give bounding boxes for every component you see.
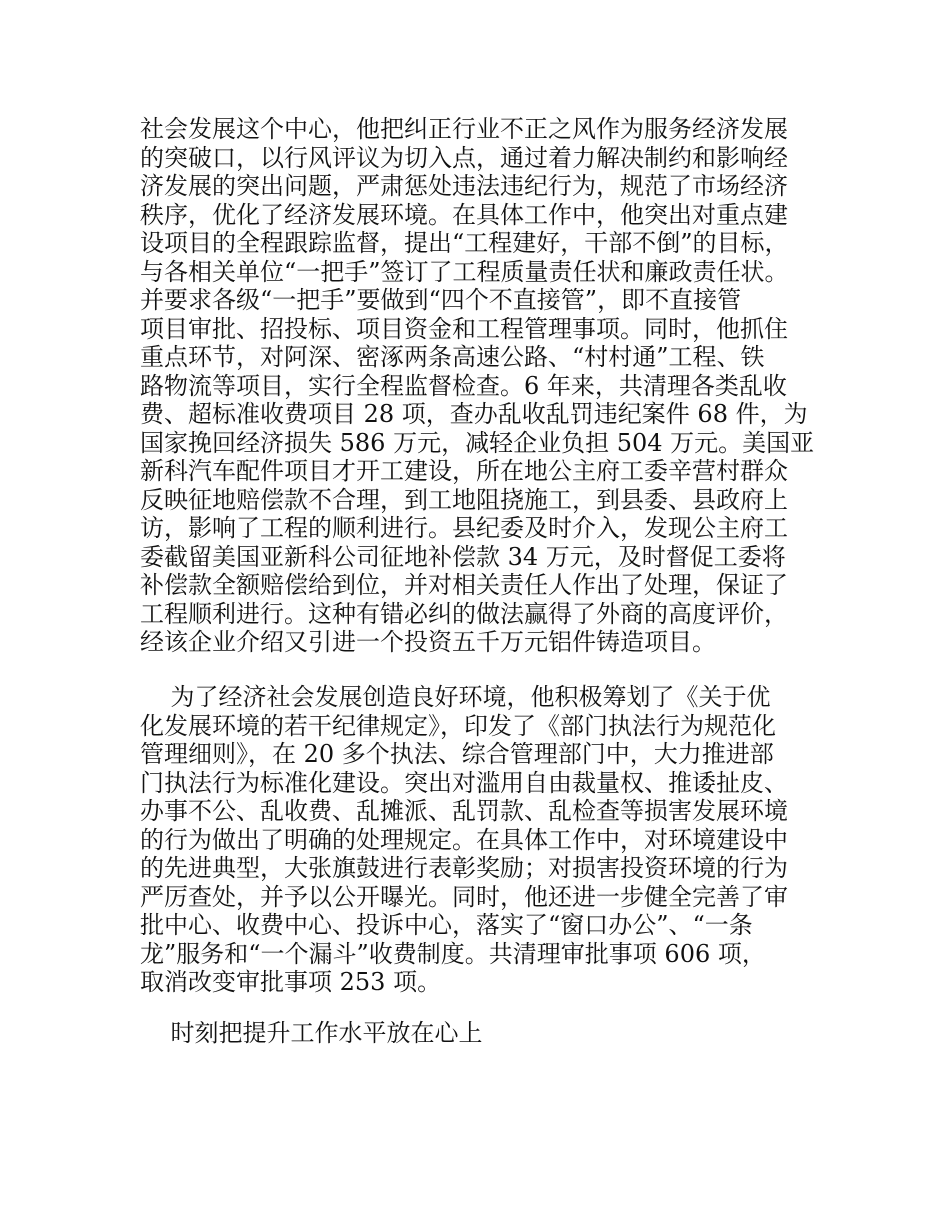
text-line: 项目审批、招投标、项目资金和工程管理事项。同时，他抓住 [140, 314, 788, 343]
text-line: 社会发展这个中心，他把纠正行业不正之风作为服务经济发展 [140, 115, 788, 143]
text-line: 龙”服务和“一个漏斗”收费制度。共清理审批事项 606 项， [140, 939, 766, 968]
text-line: 工程顺利进行。这种有错必纠的做法赢得了外商的高度评价， [140, 599, 788, 628]
text-line: 的突破口，以行风评议为切入点，通过着力解决制约和影响经 [140, 143, 788, 172]
text-line: 新科汽车配件项目才开工建设，所在地公主府工委辛营村群众 [140, 457, 788, 485]
text-line: 济发展的突出问题，严肃惩处违法违纪行为，规范了市场经济 [140, 172, 788, 200]
text-line: 为了经济社会发展创造良好环境，他积极筹划了《关于优 [140, 683, 771, 711]
text-line: 严厉查处，并予以公开曝光。同时，他还进一步健全完善了审 [140, 882, 788, 911]
text-line: 反映征地赔偿款不合理，到工地阻挠施工，到县委、县政府上 [140, 485, 788, 514]
text-line: 批中心、收费中心、投诉中心，落实了“窗口办公”、“一条 [140, 911, 753, 939]
text-line: 化发展环境的若干纪律规定》，印发了《部门执法行为规范化 [140, 711, 776, 740]
text-line: 办事不公、乱收费、乱摊派、乱罚款、乱检查等损害发展环境 [140, 797, 788, 825]
text-line: 的先进典型，大张旗鼓进行表彰奖励；对损害投资环境的行为 [140, 854, 788, 882]
text-line: 访，影响了工程的顺利进行。县纪委及时介入，发现公主府工 [140, 514, 788, 542]
text-line: 经该企业介绍又引进一个投资五千万元铝件铸造项目。 [140, 628, 716, 656]
section-heading [140, 1019, 830, 1048]
text-line: 的行为做出了明确的处理规定。在具体工作中，对环境建设中 [140, 825, 788, 854]
text-line: 设项目的全程跟踪监督，提出“工程建好，干部不倒”的目标， [140, 229, 789, 257]
text-line: 秩序，优化了经济发展环境。在具体工作中，他突出对重点建 [140, 200, 788, 229]
text-line: 时刻把提升工作水平放在心上 [140, 1019, 483, 1047]
paragraph-body-1 [140, 115, 830, 657]
text-line: 补偿款全额赔偿给到位，并对相关责任人作出了处理，保证了 [140, 571, 788, 599]
text-line: 费、超标准收费项目 28 项，查办乱收乱罚违纪案件 68 件，为 [140, 400, 808, 428]
text-line: 取消改变审批事项 253 项。 [140, 968, 442, 996]
text-line: 路物流等项目，实行全程监督检查。6 年来，共清理各类乱收 [140, 371, 787, 400]
text-line: 管理细则》，在 20 多个执法、综合管理部门中，大力推进部 [140, 740, 774, 768]
text-line: 门执法行为标准化建设。突出对滥用自由裁量权、推诿扯皮、 [140, 768, 788, 797]
text-line: 国家挽回经济损失 586 万元，减轻企业负担 504 万元。美国亚 [140, 428, 815, 457]
text-line: 委截留美国亚新科公司征地补偿款 34 万元，及时督促工委将 [140, 542, 786, 571]
text-line: 重点环节，对阿深、密涿两条高速公路、“村村通”工程、铁 [140, 343, 765, 371]
paragraph-body-2 [140, 683, 830, 997]
text-line: 与各相关单位“一把手”签订了工程质量责任状和廉政责任状。 [140, 257, 789, 286]
text-line: 并要求各级“一把手”要做到“四个不直接管”，即不直接管 [140, 286, 742, 314]
